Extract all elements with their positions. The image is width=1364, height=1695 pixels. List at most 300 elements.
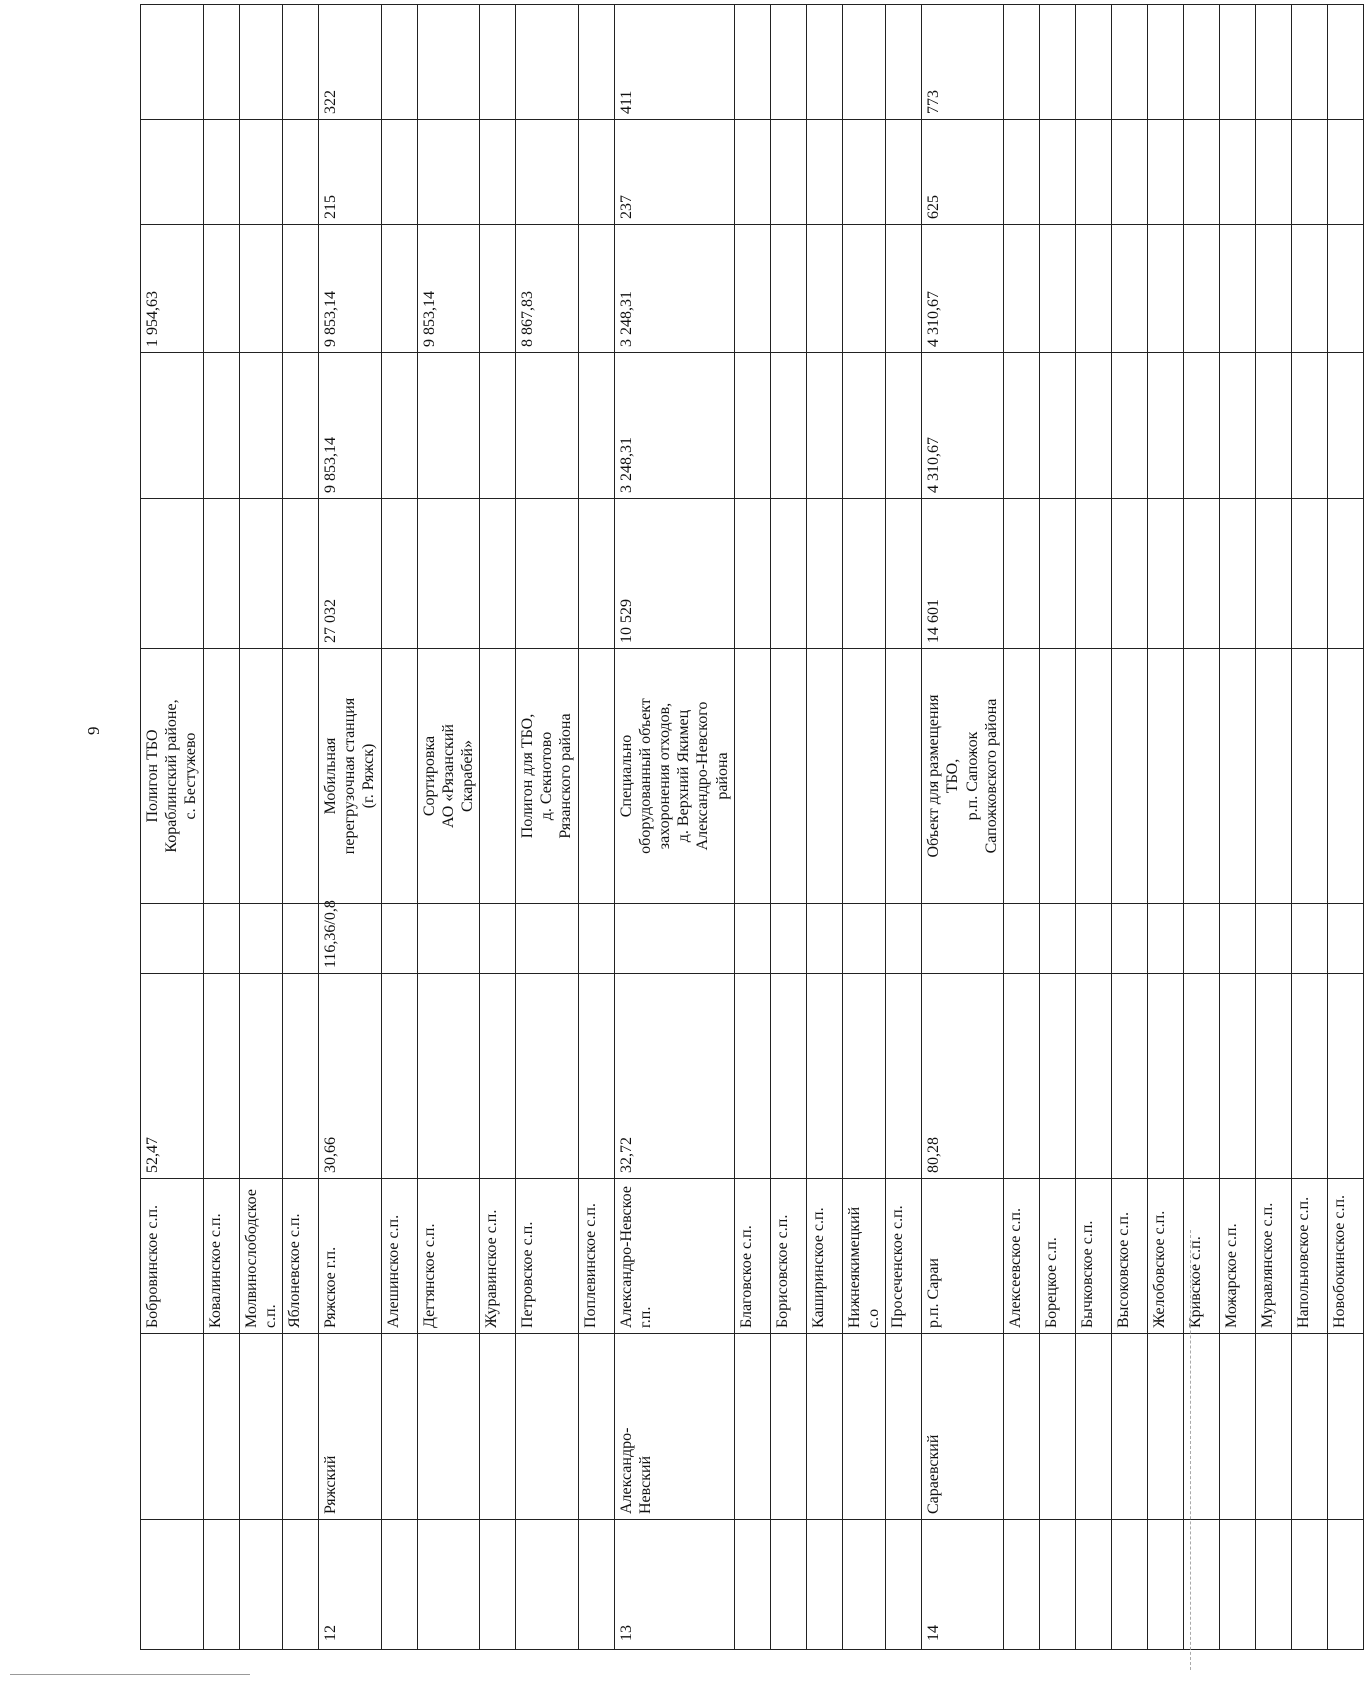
distance-cell: [141, 904, 204, 974]
volume-cell: [516, 499, 579, 649]
volume-cell: 27 032: [318, 499, 381, 649]
district-cell: [1219, 1334, 1255, 1520]
value-cell: [1147, 120, 1183, 225]
amount-cell: [203, 353, 239, 499]
total-cell: [1219, 5, 1255, 120]
district-cell: [1147, 1334, 1183, 1520]
district-cell: [1255, 1334, 1291, 1520]
value-cell: [1327, 120, 1363, 225]
volume-cell: 14 601: [922, 499, 1004, 649]
settlement-cell: Яблоневское с.п.: [282, 1179, 318, 1334]
table-body: [141, 5, 1364, 1650]
district-cell: [1111, 1334, 1147, 1520]
district-cell: [1003, 1334, 1039, 1520]
volume-cell: [480, 499, 516, 649]
facility-cell: [282, 649, 318, 904]
value-cell: [806, 120, 842, 225]
amount-cell: [1219, 353, 1255, 499]
amount-detail-cell: [806, 225, 842, 353]
index-cell: 13: [614, 1520, 734, 1650]
distance-cell: [734, 904, 770, 974]
total-cell: [417, 5, 480, 120]
amount-cell: [1111, 353, 1147, 499]
amount-cell: [141, 353, 204, 499]
table-row: [1111, 5, 1147, 1650]
table-row: [1327, 5, 1363, 1650]
distance-cell: [1255, 904, 1291, 974]
volume-cell: [842, 499, 885, 649]
amount-detail-cell: 9 853,14: [318, 225, 381, 353]
index-cell: 12: [318, 1520, 381, 1650]
facility-cell: [578, 649, 614, 904]
total-cell: [1147, 5, 1183, 120]
mass-cell: [806, 974, 842, 1179]
district-cell: [578, 1334, 614, 1520]
table-row: [1255, 5, 1291, 1650]
facility-cell: Мобильная перегрузочная станция (г. Ряжск): [318, 649, 381, 904]
district-cell: [239, 1334, 282, 1520]
facility-cell: [1291, 649, 1327, 904]
index-cell: [842, 1520, 885, 1650]
distance-cell: [1183, 904, 1219, 974]
district-cell: [886, 1334, 922, 1520]
amount-cell: [516, 353, 579, 499]
mass-cell: [1327, 974, 1363, 1179]
total-cell: [1291, 5, 1327, 120]
mass-cell: [1183, 974, 1219, 1179]
amount-detail-cell: [1219, 225, 1255, 353]
value-cell: [1183, 120, 1219, 225]
amount-detail-cell: [1111, 225, 1147, 353]
settlement-cell: Можарское с.п.: [1219, 1179, 1255, 1334]
page-number: 9: [84, 726, 103, 735]
mass-cell: [1039, 974, 1075, 1179]
index-cell: [1075, 1520, 1111, 1650]
facility-cell: [1219, 649, 1255, 904]
table-row: [480, 5, 516, 1650]
amount-detail-cell: [239, 225, 282, 353]
facility-cell: [1075, 649, 1111, 904]
total-cell: [1183, 5, 1219, 120]
index-cell: [239, 1520, 282, 1650]
amount-cell: [1147, 353, 1183, 499]
amount-detail-cell: [1291, 225, 1327, 353]
index-cell: [1183, 1520, 1219, 1650]
value-cell: [282, 120, 318, 225]
mass-cell: [842, 974, 885, 1179]
amount-detail-cell: [578, 225, 614, 353]
amount-cell: [381, 353, 417, 499]
amount-cell: [1003, 353, 1039, 499]
settlement-cell: Петровское с.п.: [516, 1179, 579, 1334]
total-cell: [770, 5, 806, 120]
total-cell: [1003, 5, 1039, 120]
index-cell: [1147, 1520, 1183, 1650]
district-cell: [141, 1334, 204, 1520]
distance-cell: [1075, 904, 1111, 974]
settlement-cell: Ряжское г.п.: [318, 1179, 381, 1334]
table-row: [1291, 5, 1327, 1650]
settlement-cell: Дегтянское с.п.: [417, 1179, 480, 1334]
settlement-cell: Борисовское с.п.: [770, 1179, 806, 1334]
distance-cell: [922, 904, 1004, 974]
amount-cell: [886, 353, 922, 499]
district-cell: [1327, 1334, 1363, 1520]
value-cell: [381, 120, 417, 225]
value-cell: [516, 120, 579, 225]
distance-cell: 116,36/0,8: [318, 904, 381, 974]
total-cell: [806, 5, 842, 120]
table-row: [516, 5, 579, 1650]
district-cell: [1183, 1334, 1219, 1520]
table-row: [842, 5, 885, 1650]
amount-detail-cell: [381, 225, 417, 353]
settlement-cell: Бычковское с.п.: [1075, 1179, 1111, 1334]
distance-cell: [1039, 904, 1075, 974]
facility-cell: [1255, 649, 1291, 904]
facility-cell: [1183, 649, 1219, 904]
total-cell: [1075, 5, 1111, 120]
table-row: [1147, 5, 1183, 1650]
mass-cell: 52,47: [141, 974, 204, 1179]
amount-detail-cell: [1255, 225, 1291, 353]
total-cell: [734, 5, 770, 120]
amount-detail-cell: [1327, 225, 1363, 353]
facility-cell: [1147, 649, 1183, 904]
table-row: [282, 5, 318, 1650]
volume-cell: [886, 499, 922, 649]
facility-cell: Полигон для ТБО, д. Секнотово Рязанского района: [516, 649, 579, 904]
mass-cell: [886, 974, 922, 1179]
district-cell: [1291, 1334, 1327, 1520]
rotated-table-sheet: [140, 5, 1348, 1650]
volume-cell: [1219, 499, 1255, 649]
table-row: [578, 5, 614, 1650]
district-cell: [417, 1334, 480, 1520]
amount-detail-cell: [770, 225, 806, 353]
amount-detail-cell: 3 248,31: [614, 225, 734, 353]
facility-cell: [1111, 649, 1147, 904]
table-row: [141, 5, 204, 1650]
value-cell: [1291, 120, 1327, 225]
district-cell: [381, 1334, 417, 1520]
mass-cell: [1003, 974, 1039, 1179]
settlement-cell: Просеченское с.п.: [886, 1179, 922, 1334]
amount-cell: [417, 353, 480, 499]
index-cell: [1291, 1520, 1327, 1650]
amount-cell: [282, 353, 318, 499]
mass-cell: [282, 974, 318, 1179]
amount-cell: [842, 353, 885, 499]
amount-detail-cell: [734, 225, 770, 353]
index-cell: [886, 1520, 922, 1650]
amount-detail-cell: [480, 225, 516, 353]
amount-cell: [806, 353, 842, 499]
volume-cell: 10 529: [614, 499, 734, 649]
amount-detail-cell: [1147, 225, 1183, 353]
facility-cell: [806, 649, 842, 904]
total-cell: 411: [614, 5, 734, 120]
facility-cell: [842, 649, 885, 904]
table-row: [886, 5, 922, 1650]
distance-cell: [1147, 904, 1183, 974]
volume-cell: [1291, 499, 1327, 649]
facility-cell: [381, 649, 417, 904]
scan-edge-line: [1190, 1230, 1191, 1670]
table-row: [770, 5, 806, 1650]
index-cell: [578, 1520, 614, 1650]
district-cell: Александро- Невский: [614, 1334, 734, 1520]
district-cell: Ряжский: [318, 1334, 381, 1520]
value-cell: [417, 120, 480, 225]
table-row: [239, 5, 282, 1650]
scan-edge-line: [10, 1674, 250, 1675]
volume-cell: [1039, 499, 1075, 649]
amount-cell: [1039, 353, 1075, 499]
index-cell: [282, 1520, 318, 1650]
mass-cell: [381, 974, 417, 1179]
index-cell: [141, 1520, 204, 1650]
settlement-cell: Напольновское с.п.: [1291, 1179, 1327, 1334]
volume-cell: [734, 499, 770, 649]
volume-cell: [770, 499, 806, 649]
total-cell: [1111, 5, 1147, 120]
table-row: [806, 5, 842, 1650]
value-cell: 215: [318, 120, 381, 225]
table-row: [1183, 5, 1219, 1650]
district-cell: [480, 1334, 516, 1520]
settlement-cell: Благовское с.п.: [734, 1179, 770, 1334]
volume-cell: [381, 499, 417, 649]
table-row: [1039, 5, 1075, 1650]
table-row: [1219, 5, 1255, 1650]
mass-cell: [417, 974, 480, 1179]
district-cell: [1039, 1334, 1075, 1520]
distance-cell: [1327, 904, 1363, 974]
district-cell: [282, 1334, 318, 1520]
distance-cell: [1219, 904, 1255, 974]
total-cell: 773: [922, 5, 1004, 120]
amount-detail-cell: [282, 225, 318, 353]
waste-facility-table: [140, 4, 1364, 1650]
settlement-cell: р.п. Сараи: [922, 1179, 1004, 1334]
settlement-cell: Бобровинское с.п.: [141, 1179, 204, 1334]
facility-cell: Специально оборудованный объект захоронения отходов, д. Верхний Якимец Александро-Невского района: [614, 649, 734, 904]
value-cell: [1075, 120, 1111, 225]
mass-cell: [480, 974, 516, 1179]
mass-cell: [239, 974, 282, 1179]
value-cell: [1219, 120, 1255, 225]
total-cell: [141, 5, 204, 120]
amount-cell: [1327, 353, 1363, 499]
table-row: [203, 5, 239, 1650]
value-cell: 237: [614, 120, 734, 225]
total-cell: [1327, 5, 1363, 120]
settlement-cell: Нижнеякимецкий с.о: [842, 1179, 885, 1334]
index-cell: [1255, 1520, 1291, 1650]
mass-cell: 80,28: [922, 974, 1004, 1179]
mass-cell: [1291, 974, 1327, 1179]
district-cell: [806, 1334, 842, 1520]
table-row: [417, 5, 480, 1650]
facility-cell: [203, 649, 239, 904]
mass-cell: [1255, 974, 1291, 1179]
total-cell: [842, 5, 885, 120]
value-cell: [239, 120, 282, 225]
district-cell: [1075, 1334, 1111, 1520]
volume-cell: [1255, 499, 1291, 649]
amount-detail-cell: 4 310,67: [922, 225, 1004, 353]
facility-cell: [734, 649, 770, 904]
district-cell: [516, 1334, 579, 1520]
distance-cell: [417, 904, 480, 974]
volume-cell: [417, 499, 480, 649]
amount-detail-cell: [1039, 225, 1075, 353]
distance-cell: [203, 904, 239, 974]
volume-cell: [1075, 499, 1111, 649]
distance-cell: [578, 904, 614, 974]
total-cell: [239, 5, 282, 120]
table-row: [1075, 5, 1111, 1650]
distance-cell: [282, 904, 318, 974]
distance-cell: [480, 904, 516, 974]
volume-cell: [203, 499, 239, 649]
amount-cell: [1183, 353, 1219, 499]
volume-cell: [1183, 499, 1219, 649]
index-cell: [770, 1520, 806, 1650]
amount-detail-cell: [203, 225, 239, 353]
value-cell: [1111, 120, 1147, 225]
mass-cell: [770, 974, 806, 1179]
distance-cell: [886, 904, 922, 974]
distance-cell: [770, 904, 806, 974]
amount-cell: [1075, 353, 1111, 499]
amount-cell: 9 853,14: [318, 353, 381, 499]
index-cell: [516, 1520, 579, 1650]
index-cell: [1111, 1520, 1147, 1650]
value-cell: [734, 120, 770, 225]
total-cell: [1039, 5, 1075, 120]
amount-cell: [578, 353, 614, 499]
facility-cell: [1327, 649, 1363, 904]
amount-detail-cell: 9 853,14: [417, 225, 480, 353]
settlement-cell: Борецкое с.п.: [1039, 1179, 1075, 1334]
settlement-cell: Алешинское с.п.: [381, 1179, 417, 1334]
distance-cell: [381, 904, 417, 974]
facility-cell: Объект для размещения ТБО, р.п. Сапожок Сапожковского района: [922, 649, 1004, 904]
volume-cell: [578, 499, 614, 649]
facility-cell: [480, 649, 516, 904]
index-cell: [1219, 1520, 1255, 1650]
district-cell: [770, 1334, 806, 1520]
settlement-cell: Каширинское с.п.: [806, 1179, 842, 1334]
index-cell: 14: [922, 1520, 1004, 1650]
amount-cell: [770, 353, 806, 499]
volume-cell: [1003, 499, 1039, 649]
distance-cell: [842, 904, 885, 974]
value-cell: 625: [922, 120, 1004, 225]
settlement-cell: Новобокинское с.п.: [1327, 1179, 1363, 1334]
index-cell: [480, 1520, 516, 1650]
amount-cell: 4 310,67: [922, 353, 1004, 499]
facility-cell: [1039, 649, 1075, 904]
volume-cell: [239, 499, 282, 649]
settlement-cell: Поплевинское с.п.: [578, 1179, 614, 1334]
distance-cell: [239, 904, 282, 974]
mass-cell: [203, 974, 239, 1179]
amount-cell: [1291, 353, 1327, 499]
total-cell: [886, 5, 922, 120]
index-cell: [203, 1520, 239, 1650]
amount-detail-cell: 1 954,63: [141, 225, 204, 353]
distance-cell: [1111, 904, 1147, 974]
mass-cell: [1111, 974, 1147, 1179]
mass-cell: [1075, 974, 1111, 1179]
amount-detail-cell: [1003, 225, 1039, 353]
table-row: [381, 5, 417, 1650]
total-cell: [480, 5, 516, 120]
mass-cell: [1147, 974, 1183, 1179]
index-cell: [1003, 1520, 1039, 1650]
mass-cell: [734, 974, 770, 1179]
facility-cell: [770, 649, 806, 904]
district-cell: Сараевский: [922, 1334, 1004, 1520]
distance-cell: [1291, 904, 1327, 974]
mass-cell: 32,72: [614, 974, 734, 1179]
table-row: [614, 5, 734, 1650]
settlement-cell: Муравлянское с.п.: [1255, 1179, 1291, 1334]
district-cell: [203, 1334, 239, 1520]
volume-cell: [1147, 499, 1183, 649]
amount-detail-cell: [842, 225, 885, 353]
total-cell: [282, 5, 318, 120]
district-cell: [842, 1334, 885, 1520]
amount-detail-cell: [1183, 225, 1219, 353]
index-cell: [1039, 1520, 1075, 1650]
settlement-cell: Ковалинское с.п.: [203, 1179, 239, 1334]
amount-detail-cell: [1075, 225, 1111, 353]
value-cell: [141, 120, 204, 225]
mass-cell: [516, 974, 579, 1179]
total-cell: 322: [318, 5, 381, 120]
settlement-cell: Высоковское с.п.: [1111, 1179, 1147, 1334]
amount-cell: [734, 353, 770, 499]
amount-cell: 3 248,31: [614, 353, 734, 499]
total-cell: [203, 5, 239, 120]
volume-cell: [1111, 499, 1147, 649]
volume-cell: [282, 499, 318, 649]
settlement-cell: Кривское с.п.: [1183, 1179, 1219, 1334]
mass-cell: [578, 974, 614, 1179]
value-cell: [480, 120, 516, 225]
index-cell: [381, 1520, 417, 1650]
amount-detail-cell: [886, 225, 922, 353]
volume-cell: [1327, 499, 1363, 649]
table-row: [1003, 5, 1039, 1650]
index-cell: [417, 1520, 480, 1650]
facility-cell: [1003, 649, 1039, 904]
settlement-cell: Молвинослободское с.п.: [239, 1179, 282, 1334]
table-row: [734, 5, 770, 1650]
amount-cell: [480, 353, 516, 499]
settlement-cell: Журавинское с.п.: [480, 1179, 516, 1334]
facility-cell: [239, 649, 282, 904]
value-cell: [886, 120, 922, 225]
value-cell: [203, 120, 239, 225]
total-cell: [381, 5, 417, 120]
volume-cell: [141, 499, 204, 649]
index-cell: [806, 1520, 842, 1650]
